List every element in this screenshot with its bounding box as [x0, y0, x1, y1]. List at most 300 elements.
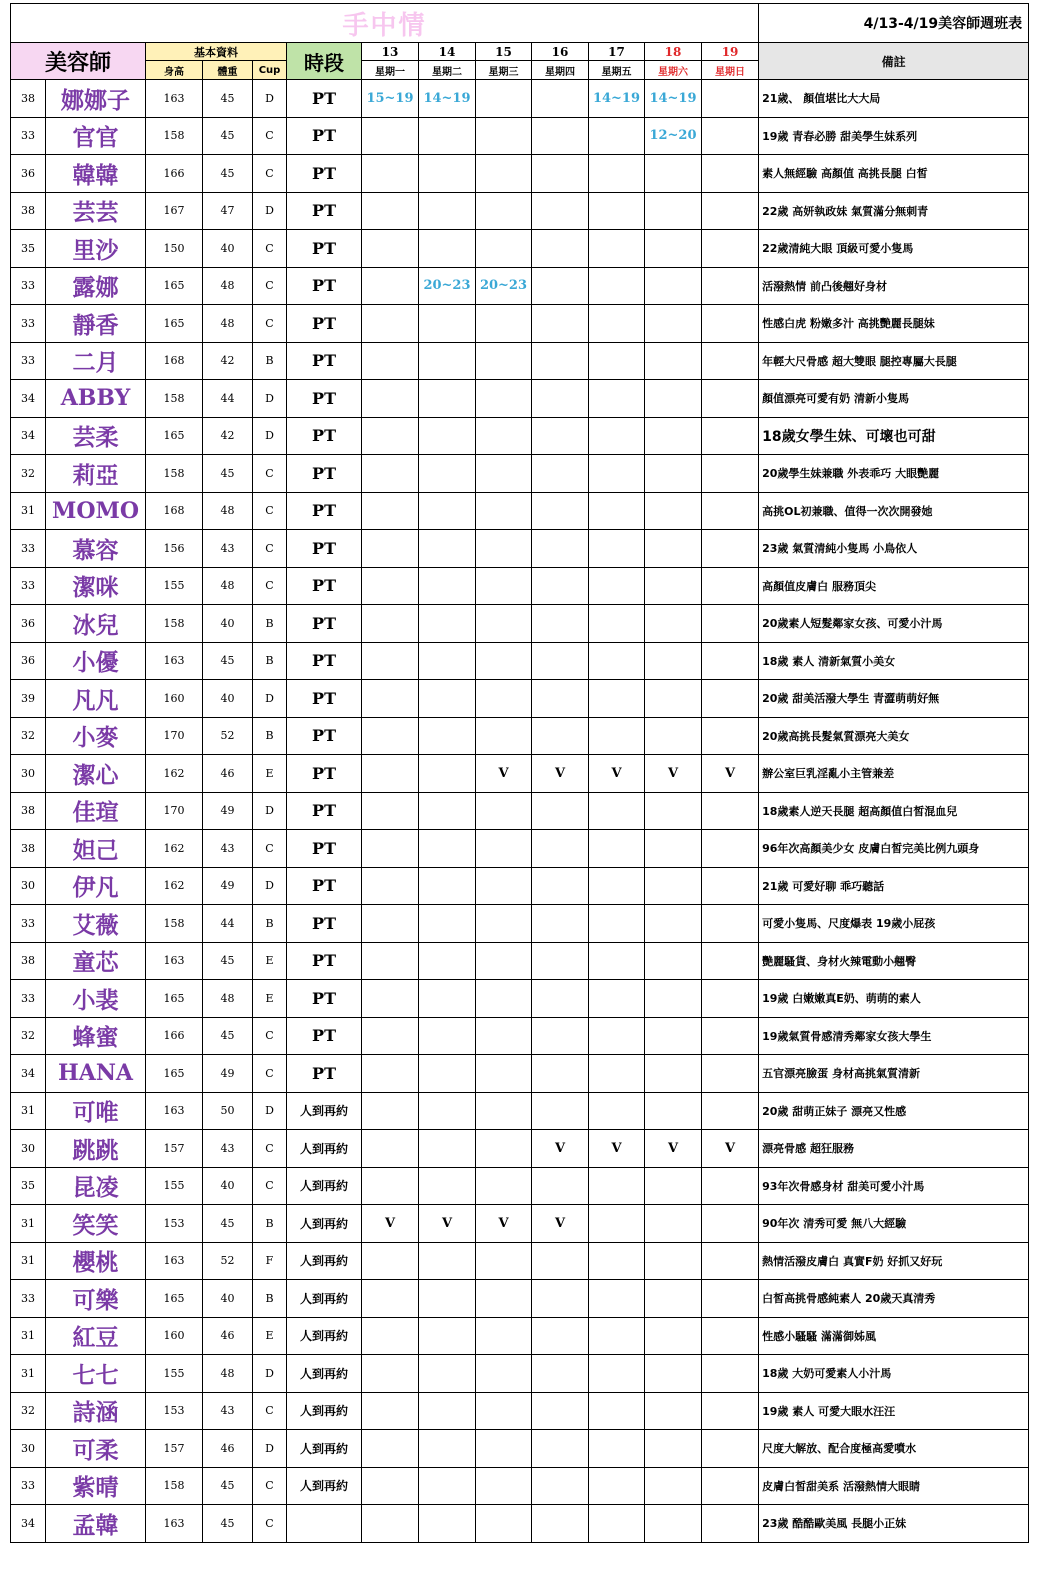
time-slot-cell: PT: [287, 717, 362, 755]
day-cell: [362, 305, 419, 343]
note-cell: 19歲氣質骨感清秀鄰家女孩大學生: [759, 1017, 1029, 1055]
stylist-name: 娜娜子: [46, 80, 146, 118]
day-cell: [476, 155, 532, 193]
cup-cell: C: [253, 455, 287, 493]
day-cell: [702, 1505, 759, 1543]
note-cell: 19歲 白嫩嫩真E奶、萌萌的素人: [759, 980, 1029, 1018]
day-cell: [589, 1355, 645, 1393]
day-cell: [645, 1242, 702, 1280]
note-cell: 尺度大解放、配合度極高愛噴水: [759, 1430, 1029, 1468]
note-cell: 素人無經驗 高顏值 高挑長腿 白皙: [759, 155, 1029, 193]
day-cell: [362, 680, 419, 718]
height-cell: 158: [146, 905, 203, 943]
age-cell: 33: [11, 530, 46, 568]
age-cell: 31: [11, 1092, 46, 1130]
time-slot-cell: 人到再約: [287, 1242, 362, 1280]
cup-cell: D: [253, 792, 287, 830]
age-cell: 31: [11, 1242, 46, 1280]
time-slot-cell: PT: [287, 1055, 362, 1093]
time-slot-cell: 人到再約: [287, 1280, 362, 1318]
day-cell: [362, 1355, 419, 1393]
note-cell: 高顏值皮膚白 服務頂尖: [759, 567, 1029, 605]
day-cell: [589, 1205, 645, 1243]
day-cell: [362, 1467, 419, 1505]
day-cell: [702, 455, 759, 493]
cup-cell: B: [253, 342, 287, 380]
day-cell: [702, 1092, 759, 1130]
time-slot-cell: PT: [287, 380, 362, 418]
day-cell: [362, 1505, 419, 1543]
note-cell: 19歲 素人 可愛大眼水汪汪: [759, 1392, 1029, 1430]
day-cell: [589, 642, 645, 680]
day-cell: [362, 830, 419, 868]
day-cell: [532, 1392, 589, 1430]
note-cell: 顏值漂亮可愛有奶 清新小隻馬: [759, 380, 1029, 418]
note-cell: 23歲 氣質清純小隻馬 小鳥依人: [759, 530, 1029, 568]
weight-cell: 48: [203, 980, 253, 1018]
age-cell: 36: [11, 155, 46, 193]
day-cell: [362, 1392, 419, 1430]
day-cell: [702, 905, 759, 943]
note-cell: 18歲 素人 清新氣質小美女: [759, 642, 1029, 680]
age-cell: 33: [11, 1280, 46, 1318]
day-cell: [645, 567, 702, 605]
time-slot-cell: 人到再約: [287, 1392, 362, 1430]
cup-cell: C: [253, 1017, 287, 1055]
stylist-name: 芸芸: [46, 192, 146, 230]
table-row: [11, 80, 1029, 118]
note-cell: 20歲高挑長髮氣質漂亮大美女: [759, 717, 1029, 755]
day-cell: [645, 1017, 702, 1055]
cup-cell: E: [253, 980, 287, 1018]
height-cell: 155: [146, 567, 203, 605]
note-cell: 五官漂亮臉蛋 身材高挑氣質清新: [759, 1055, 1029, 1093]
stylist-name: 里沙: [46, 230, 146, 268]
day-cell: [362, 192, 419, 230]
day-cell: [645, 267, 702, 305]
note-cell: 辦公室巨乳淫亂小主管兼差: [759, 755, 1029, 793]
day-cell: [419, 905, 476, 943]
stylist-name: 伊凡: [46, 867, 146, 905]
note-cell: 可愛小隻馬、尺度爆表 19歲小屁孩: [759, 905, 1029, 943]
basic-info-header: 基本資料: [146, 43, 287, 61]
note-cell: 90年次 清秀可愛 無八大經驗: [759, 1205, 1029, 1243]
day-cell: [532, 1242, 589, 1280]
day-cell: [589, 980, 645, 1018]
day-cell: [362, 1430, 419, 1468]
day-cell: [532, 342, 589, 380]
stylist-name: 蜂蜜: [46, 1017, 146, 1055]
day-cell: [645, 1317, 702, 1355]
day-cell: [589, 492, 645, 530]
height-cell: 155: [146, 1355, 203, 1393]
day-cell: V: [532, 1130, 589, 1168]
day-cell: [645, 455, 702, 493]
day-cell: [532, 117, 589, 155]
day-cell: [532, 1355, 589, 1393]
day-cell: [702, 867, 759, 905]
day-cell: [419, 155, 476, 193]
note-cell: 21歲、 顏值堪比大大局: [759, 80, 1029, 118]
day-cell: [419, 342, 476, 380]
table-row: [11, 230, 1029, 268]
day-cell: [645, 942, 702, 980]
stylist-header: 美容師: [11, 43, 146, 80]
time-slot-cell: 人到再約: [287, 1317, 362, 1355]
day-cell: [532, 267, 589, 305]
height-cell: 170: [146, 717, 203, 755]
stylist-name: 二月: [46, 342, 146, 380]
time-slot-cell: PT: [287, 567, 362, 605]
weight-cell: 49: [203, 1055, 253, 1093]
age-cell: 38: [11, 942, 46, 980]
day-cell: [419, 1055, 476, 1093]
day-cell: [362, 642, 419, 680]
note-cell: 熱情活潑皮膚白 真實F奶 好抓又好玩: [759, 1242, 1029, 1280]
weekday-header: 星期五: [589, 61, 645, 80]
weight-header: 體重: [203, 61, 253, 80]
weight-cell: 46: [203, 755, 253, 793]
time-slot-cell: 人到再約: [287, 1355, 362, 1393]
day-cell: [645, 342, 702, 380]
height-cell: 166: [146, 155, 203, 193]
day-cell: [476, 1355, 532, 1393]
day-cell: [476, 342, 532, 380]
table-row: [11, 267, 1029, 305]
cup-cell: D: [253, 680, 287, 718]
time-slot-cell: PT: [287, 905, 362, 943]
age-cell: 30: [11, 867, 46, 905]
day-cell: [702, 305, 759, 343]
age-cell: 38: [11, 792, 46, 830]
day-cell: [532, 942, 589, 980]
day-cell: [645, 605, 702, 643]
stylist-name: 笑笑: [46, 1205, 146, 1243]
weight-cell: 52: [203, 717, 253, 755]
height-cell: 156: [146, 530, 203, 568]
day-cell: 14~19: [645, 80, 702, 118]
weekday-header: 星期四: [532, 61, 589, 80]
height-cell: 170: [146, 792, 203, 830]
day-cell: [419, 1280, 476, 1318]
stylist-name: 潔心: [46, 755, 146, 793]
stylist-rows: [11, 80, 1029, 1543]
height-cell: 163: [146, 942, 203, 980]
day-cell: [419, 755, 476, 793]
note-cell: 活潑熱情 前凸後翹好身材: [759, 267, 1029, 305]
stylist-name: 韓韓: [46, 155, 146, 193]
day-cell: [419, 942, 476, 980]
day-cell: [702, 192, 759, 230]
date-header: 14: [419, 43, 476, 61]
weight-cell: 49: [203, 792, 253, 830]
day-cell: 20~23: [419, 267, 476, 305]
day-cell: [589, 867, 645, 905]
day-cell: [362, 117, 419, 155]
day-cell: [362, 492, 419, 530]
day-cell: [645, 1167, 702, 1205]
table-row: [11, 1130, 1029, 1168]
table-row: [11, 1055, 1029, 1093]
stylist-name: 艾薇: [46, 905, 146, 943]
height-cell: 165: [146, 417, 203, 455]
day-cell: [532, 192, 589, 230]
stylist-name: 櫻桃: [46, 1242, 146, 1280]
stylist-name: ABBY: [46, 380, 146, 418]
day-cell: [532, 417, 589, 455]
cup-cell: C: [253, 830, 287, 868]
table-row: [11, 642, 1029, 680]
day-cell: 15~19: [362, 80, 419, 118]
day-cell: [362, 342, 419, 380]
stylist-name: 昆凌: [46, 1167, 146, 1205]
height-cell: 162: [146, 867, 203, 905]
day-cell: [589, 267, 645, 305]
day-cell: V: [645, 755, 702, 793]
day-cell: [645, 492, 702, 530]
day-cell: [362, 1017, 419, 1055]
stylist-name: MOMO: [46, 492, 146, 530]
height-cell: 163: [146, 1242, 203, 1280]
time-slot-cell: 人到再約: [287, 1130, 362, 1168]
table-row: [11, 755, 1029, 793]
day-cell: [419, 830, 476, 868]
age-cell: 32: [11, 1017, 46, 1055]
age-cell: 32: [11, 1392, 46, 1430]
date-header: 16: [532, 43, 589, 61]
day-cell: [589, 380, 645, 418]
day-cell: [419, 792, 476, 830]
day-cell: [532, 867, 589, 905]
day-cell: [589, 1167, 645, 1205]
day-cell: [645, 1055, 702, 1093]
age-cell: 31: [11, 492, 46, 530]
day-cell: [645, 680, 702, 718]
day-cell: [589, 230, 645, 268]
weight-cell: 40: [203, 1280, 253, 1318]
day-cell: [476, 1505, 532, 1543]
day-cell: [476, 980, 532, 1018]
note-cell: 年輕大尺骨感 超大雙眼 腿控專屬大長腿: [759, 342, 1029, 380]
time-slot-cell: 人到再約: [287, 1167, 362, 1205]
day-cell: [362, 905, 419, 943]
day-cell: [532, 1317, 589, 1355]
day-cell: [476, 417, 532, 455]
day-cell: [645, 1392, 702, 1430]
note-cell: 22歲 高妍執政妹 氣質滿分無刺青: [759, 192, 1029, 230]
day-cell: [702, 1205, 759, 1243]
cup-cell: B: [253, 717, 287, 755]
day-cell: [589, 417, 645, 455]
day-cell: [702, 642, 759, 680]
day-cell: [532, 155, 589, 193]
height-cell: 168: [146, 342, 203, 380]
day-cell: [589, 1280, 645, 1318]
weight-cell: 49: [203, 867, 253, 905]
stylist-name: 佳瑄: [46, 792, 146, 830]
day-cell: [645, 905, 702, 943]
time-slot-cell: PT: [287, 980, 362, 1018]
day-cell: [476, 905, 532, 943]
stylist-name: 芸柔: [46, 417, 146, 455]
day-cell: [476, 642, 532, 680]
day-cell: V: [532, 755, 589, 793]
day-cell: [362, 717, 419, 755]
day-cell: [476, 1055, 532, 1093]
day-cell: [532, 642, 589, 680]
height-cell: 157: [146, 1130, 203, 1168]
table-row: [11, 1092, 1029, 1130]
age-cell: 38: [11, 192, 46, 230]
weight-cell: 40: [203, 680, 253, 718]
table-row: [11, 980, 1029, 1018]
table-row: [11, 1167, 1029, 1205]
day-cell: [589, 155, 645, 193]
weight-cell: 43: [203, 1392, 253, 1430]
stylist-name: 可柔: [46, 1430, 146, 1468]
day-cell: [476, 867, 532, 905]
day-cell: [589, 680, 645, 718]
day-cell: [532, 792, 589, 830]
day-cell: [532, 1430, 589, 1468]
day-cell: [476, 1092, 532, 1130]
day-cell: [476, 1392, 532, 1430]
day-cell: [476, 1467, 532, 1505]
notes-header: 備註: [759, 43, 1029, 80]
day-cell: V: [476, 755, 532, 793]
cup-cell: B: [253, 905, 287, 943]
day-cell: [645, 980, 702, 1018]
height-cell: 160: [146, 680, 203, 718]
day-cell: [645, 417, 702, 455]
day-cell: [589, 530, 645, 568]
weekday-header: 星期一: [362, 61, 419, 80]
table-row: [11, 455, 1029, 493]
cup-cell: D: [253, 80, 287, 118]
age-cell: 33: [11, 1467, 46, 1505]
table-row: [11, 530, 1029, 568]
day-cell: [476, 717, 532, 755]
day-cell: [362, 755, 419, 793]
day-cell: [419, 1092, 476, 1130]
time-slot-cell: 人到再約: [287, 1092, 362, 1130]
time-slot-cell: PT: [287, 230, 362, 268]
table-row: [11, 380, 1029, 418]
day-cell: [419, 1430, 476, 1468]
age-cell: 33: [11, 980, 46, 1018]
day-cell: [702, 942, 759, 980]
weight-cell: 50: [203, 1092, 253, 1130]
day-cell: [362, 1092, 419, 1130]
day-cell: [476, 455, 532, 493]
day-cell: [589, 567, 645, 605]
time-slot-cell: PT: [287, 642, 362, 680]
day-cell: [476, 1242, 532, 1280]
day-cell: [419, 1467, 476, 1505]
cup-cell: F: [253, 1242, 287, 1280]
height-cell: 165: [146, 267, 203, 305]
day-cell: [532, 1017, 589, 1055]
stylist-name: 紅豆: [46, 1317, 146, 1355]
day-cell: 14~19: [589, 80, 645, 118]
day-cell: [532, 830, 589, 868]
day-cell: [476, 1130, 532, 1168]
note-cell: 20歲學生妹兼職 外表乖巧 大眼艷麗: [759, 455, 1029, 493]
height-cell: 158: [146, 455, 203, 493]
note-cell: 93年次骨感身材 甜美可愛小汁馬: [759, 1167, 1029, 1205]
day-cell: [702, 567, 759, 605]
table-row: [11, 680, 1029, 718]
day-cell: [702, 1242, 759, 1280]
schedule-title: 4/13-4/19美容師週班表: [759, 4, 1029, 43]
age-cell: 34: [11, 417, 46, 455]
day-cell: [532, 567, 589, 605]
day-cell: [476, 1430, 532, 1468]
cup-cell: C: [253, 155, 287, 193]
day-cell: [532, 680, 589, 718]
weight-cell: 40: [203, 230, 253, 268]
day-cell: 14~19: [419, 80, 476, 118]
time-slot-cell: PT: [287, 530, 362, 568]
age-cell: 38: [11, 80, 46, 118]
day-cell: [702, 342, 759, 380]
weekday-header: 星期六: [645, 61, 702, 80]
cup-cell: D: [253, 380, 287, 418]
day-cell: [419, 417, 476, 455]
day-cell: [589, 942, 645, 980]
cup-cell: D: [253, 417, 287, 455]
day-cell: [476, 380, 532, 418]
day-cell: V: [532, 1205, 589, 1243]
table-row: [11, 1242, 1029, 1280]
age-cell: 36: [11, 605, 46, 643]
time-slot-cell: PT: [287, 792, 362, 830]
height-cell: 162: [146, 755, 203, 793]
day-cell: [419, 1505, 476, 1543]
day-cell: V: [419, 1205, 476, 1243]
note-cell: 20歲 甜美活潑大學生 青澀萌萌好無: [759, 680, 1029, 718]
age-cell: 33: [11, 567, 46, 605]
weight-cell: 43: [203, 1130, 253, 1168]
cup-cell: C: [253, 492, 287, 530]
table-row: [11, 792, 1029, 830]
day-cell: [589, 1467, 645, 1505]
day-cell: [702, 1055, 759, 1093]
day-cell: [419, 305, 476, 343]
note-cell: 18歲 大奶可愛素人小汁馬: [759, 1355, 1029, 1393]
day-cell: [645, 792, 702, 830]
table-row: [11, 492, 1029, 530]
weight-cell: 45: [203, 455, 253, 493]
note-cell: 18歲女學生妹、可壞也可甜: [759, 417, 1029, 455]
day-cell: [532, 380, 589, 418]
day-cell: V: [645, 1130, 702, 1168]
table-row: [11, 1355, 1029, 1393]
day-cell: [645, 1355, 702, 1393]
time-slot-cell: PT: [287, 267, 362, 305]
day-cell: [645, 380, 702, 418]
cup-header: Cup: [253, 61, 287, 80]
day-cell: [702, 1017, 759, 1055]
time-slot-cell: PT: [287, 455, 362, 493]
note-cell: 皮膚白皙甜美系 活潑熱情大眼睛: [759, 1467, 1029, 1505]
day-cell: [419, 642, 476, 680]
age-cell: 38: [11, 830, 46, 868]
day-cell: [532, 1167, 589, 1205]
day-cell: [589, 117, 645, 155]
weight-cell: 52: [203, 1242, 253, 1280]
stylist-name: 紫晴: [46, 1467, 146, 1505]
